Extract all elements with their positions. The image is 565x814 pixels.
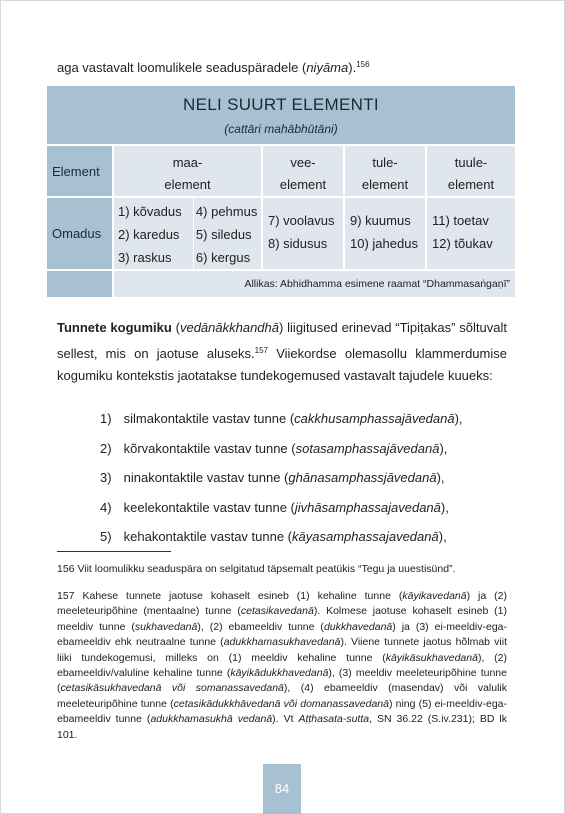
- intro-line: [57, 60, 370, 75]
- list-end: ),: [454, 411, 463, 426]
- paragraph-text-cont: Viiekordse olemasollu klammerdumise kogumiku kontekstis jaotatakse tundekogemused vastavalt tajudele kuueks:: [57, 345, 507, 383]
- sense-list: [100, 411, 463, 559]
- list-text: keelekontaktile vastav tunne (: [123, 499, 295, 515]
- footnote-text: ). Viiene tunnete jaotus hõlmab viit liiki tundekogemusi, milleks on (1) meeldiv kehaline tunne (: [57, 636, 507, 664]
- footnote-text: ), (4) ebameeldiv (masendav) või valulik meeleteuripõhine tunne (: [57, 682, 507, 710]
- list-item: [100, 470, 463, 500]
- footnote-term: sukhavedanā: [134, 620, 198, 633]
- page-number: 84: [263, 764, 301, 814]
- footnote-text: ) ja (2) meeleteuripõhine (mentaalne) tunne (: [57, 590, 507, 618]
- list-number: 4): [100, 499, 112, 515]
- table-title: NELI SUURT ELEMENTI: [183, 95, 379, 114]
- property-item: 9) kuumus: [350, 213, 411, 228]
- property-item: 7) voolavus: [268, 213, 335, 228]
- water-properties: [261, 198, 343, 269]
- element-air-line1: tuule-: [454, 155, 488, 170]
- footnote-text: ), (2) ebameeldiv/valuline kehaline tunne (: [57, 651, 507, 680]
- footnote-text: Viit loomulikku seaduspära on selgitatud täpsemalt peatükis “Tegu ja uuestisünd”.: [77, 563, 456, 575]
- list-item: [100, 529, 463, 559]
- list-term: cakkhusamphassajāvedanā: [294, 411, 455, 426]
- element-earth-line1: maa-: [172, 155, 203, 170]
- intro-text-end: ).: [348, 60, 357, 75]
- list-number: 3): [100, 470, 112, 485]
- property-item: 3) raskus: [118, 250, 172, 265]
- element-water-line1: vee-: [290, 155, 316, 170]
- paragraph-text: liigitused erinevad “Tipiṭakas” sõltuvalt sellest, mis on jaotuse aluseks.: [57, 320, 507, 361]
- footnote-text: Kahese tunnete jaotuse kohaselt esineb (1) kehaline tunne (: [82, 590, 403, 602]
- paragraph-bold-term: Tunnete kogumiku: [57, 320, 172, 335]
- property-label: Omadus: [47, 198, 112, 269]
- element-fire: [343, 146, 425, 196]
- list-text: kehakontaktile vastav tunne (: [123, 529, 293, 544]
- earth-properties-right: [193, 198, 261, 269]
- source-row: [47, 271, 515, 297]
- property-item: 12) tõukav: [432, 236, 493, 251]
- footnote-text: ). Vt: [272, 713, 299, 726]
- footnote-divider: [57, 551, 171, 552]
- source-label-cell: [47, 271, 112, 297]
- element-fire-line2: element: [361, 177, 409, 192]
- earth-properties-left: [114, 198, 193, 269]
- footnote-ref-157[interactable]: 157: [254, 345, 268, 355]
- property-row: [47, 198, 515, 271]
- list-end: ),: [438, 529, 447, 544]
- footnote-text: ). Kolmese jaotuse kohaselt esineb (1) meeldiv tunne (: [57, 605, 508, 633]
- element-label: Element: [47, 146, 112, 196]
- paragraph-pali-term: vedānākkhandhā: [179, 320, 279, 335]
- element-row: [47, 146, 515, 198]
- property-item: 4) pehmus: [195, 204, 258, 219]
- table-header: [47, 86, 515, 146]
- footnote-text: ), (2) ebameeldiv tunne (: [197, 620, 324, 633]
- element-air-line2: element: [447, 177, 495, 192]
- footnote-term: kāyikavedanā: [402, 590, 467, 602]
- footnote-number: 156: [57, 563, 75, 575]
- footnote-ref-156[interactable]: 156: [356, 60, 370, 69]
- footnote-term: cetasikāsukhavedanā või somanassavedanā: [60, 682, 284, 695]
- property-item: 6) kergus: [195, 250, 251, 265]
- table-subtitle: (cattāri mahābhūtāni): [224, 122, 338, 136]
- property-item: 5) siledus: [195, 227, 252, 242]
- element-water-line2: element: [279, 177, 327, 192]
- list-number: 5): [100, 529, 112, 544]
- footnote-number: 157: [57, 590, 75, 602]
- list-term: ghānasamphassjāvedanā: [288, 470, 437, 485]
- footnote-term: cetasikādukkhāvedanā või domanassavedanā: [173, 697, 389, 710]
- table-source: Allikas: Abhidhamma esimene raamat “Dhammasaṅgaṇī”: [112, 271, 515, 297]
- list-term: kāyasamphassajavedanā: [292, 529, 439, 544]
- element-earth: [112, 146, 261, 196]
- body-paragraph: Tunnete kogumiku (vedānākkhandhā) liigitused erinevad “Tipiṭakas” sõltuvalt sellest, mis on jaotuse aluseks.$^{157}$ Viiekordse olemasollu klammerdumise kogumiku kontekstis jaotatakse tundekogemused vastavalt tajudele kuueks:: [57, 320, 507, 383]
- list-item: [100, 500, 463, 530]
- earth-properties: [112, 198, 261, 269]
- list-end: ),: [439, 440, 448, 456]
- fire-properties: [343, 198, 425, 269]
- footnote-term: adukkhamasukhā vedanā: [150, 713, 273, 726]
- list-text: ninakontaktile vastav tunne (: [123, 470, 289, 485]
- intro-text: aga vastavalt loomulikele seaduspäradele (: [57, 60, 307, 75]
- element-water: [261, 146, 343, 196]
- footnote-text: ), (3) meeldiv meeleteuripõhine tunne (: [57, 667, 507, 695]
- list-text: kõrvakontaktile vastav tunne (: [123, 440, 296, 456]
- footnote-term: adukkhamasukhavedanā: [223, 636, 341, 649]
- list-term: sotasamphassajāvedanā: [295, 440, 440, 456]
- list-end: ),: [436, 470, 445, 485]
- list-item: [100, 411, 463, 441]
- list-item: [100, 441, 463, 471]
- property-item: 8) sidusus: [268, 236, 328, 251]
- element-fire-line1: tule-: [372, 155, 398, 170]
- property-item: 1) kõvadus: [118, 204, 182, 219]
- property-item: 2) karedus: [118, 227, 180, 242]
- footnote-text: ) ja (3) ei-meeldiv-ega-ebameeldiv ehk neutraalne tunne (: [57, 620, 508, 649]
- footnote-157: [57, 589, 507, 743]
- footnote-156: [57, 562, 507, 577]
- elements-table: [47, 86, 515, 297]
- element-earth-line2: element: [164, 177, 211, 192]
- property-item: 11) toetav: [432, 213, 489, 228]
- list-end: ),: [440, 499, 449, 515]
- list-number: 1): [100, 411, 112, 426]
- footnote-term: kāyikāsukhavedanā: [385, 651, 478, 664]
- list-number: 2): [100, 440, 112, 456]
- footnote-term: kāyikādukkhavedanā: [230, 667, 329, 680]
- footnote-term: dukkhavedanā: [323, 620, 393, 633]
- element-air: [425, 146, 515, 196]
- list-text: silmakontaktile vastav tunne (: [123, 411, 295, 426]
- footnote-text: ) ning (5) ei-meeldiv-ega-ebameeldiv tunne (: [57, 697, 507, 726]
- footnote-term: Aṭṭhasata-sutta: [298, 713, 370, 726]
- footnote-term: cetasikavedanā: [240, 605, 314, 618]
- intro-term: niyāma: [306, 60, 349, 75]
- list-term: jivhāsamphassajavedanā: [294, 499, 441, 515]
- footnote-text: , SN 36.22 (S.iv.231); BD lk 101.: [57, 713, 508, 741]
- property-item: 10) jahedus: [350, 236, 418, 251]
- air-properties: [425, 198, 515, 269]
